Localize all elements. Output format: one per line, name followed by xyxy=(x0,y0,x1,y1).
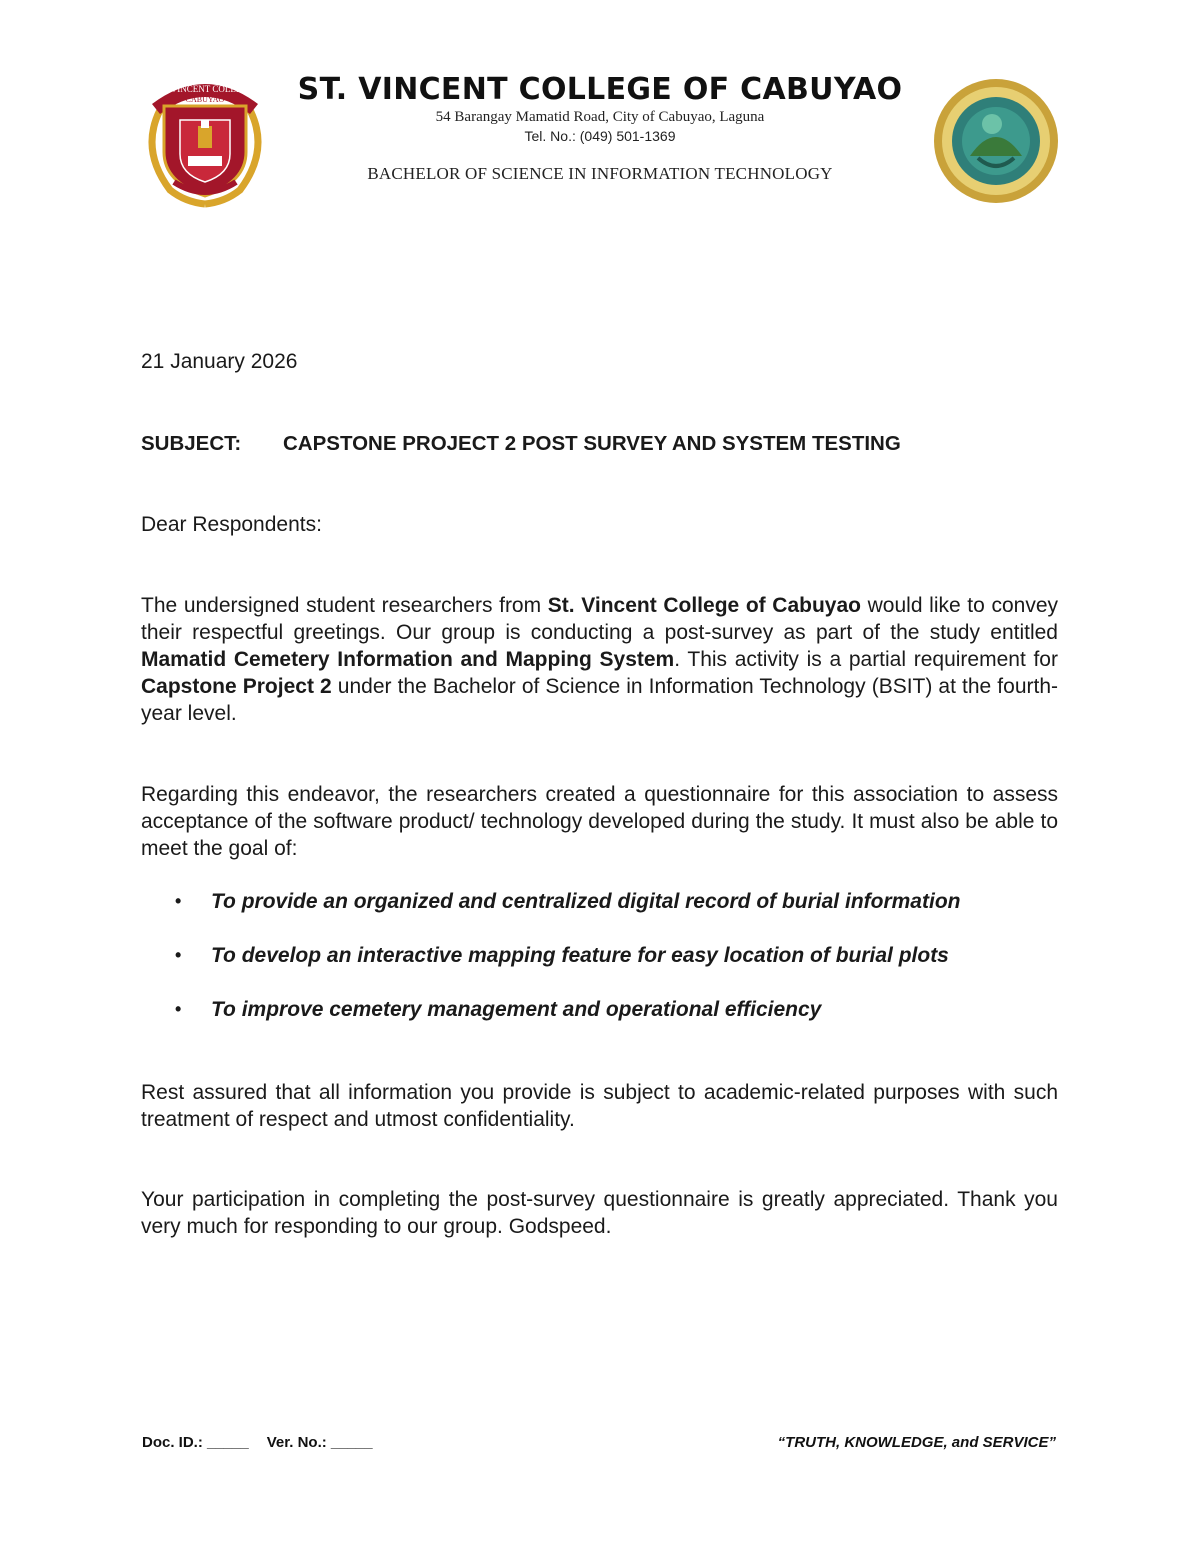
bullet-icon: • xyxy=(175,945,182,965)
college-name: ST. VINCENT COLLEGE OF CABUYAO xyxy=(297,72,903,107)
seal-top-text: ST. VINCENT COLLEGE xyxy=(156,84,254,94)
goal-item xyxy=(141,996,1071,1023)
goal-text: To develop an interactive mapping feature for easy location of burial plots xyxy=(211,944,949,967)
program-seal-logo xyxy=(930,78,1062,204)
college-motto: “TRUTH, KNOWLEDGE, and SERVICE” xyxy=(777,1434,1056,1451)
intro-paragraph xyxy=(141,592,1058,727)
p1-text-c: would like to convey their respectful greetings. Our group is conducting a post-survey as part of the study entitled xyxy=(141,594,1058,644)
salutation: Dear Respondents: xyxy=(141,513,322,536)
goal-item xyxy=(141,888,1071,915)
goal-text: To provide an organized and centralized digital record of burial information xyxy=(211,890,961,913)
p1-study-title: Mamatid Cemetery Information and Mapping System xyxy=(141,648,675,671)
version-number: Ver. No.: _____ xyxy=(266,1434,373,1451)
p1-text-g: under the Bachelor of Science in Information Technology (BSIT) at the fourth-year level. xyxy=(141,675,1058,725)
closing-paragraph: Your participation in completing the post-survey questionnaire is greatly appreciated. Thank you very much for responding to our group. Godspeed. xyxy=(141,1188,1058,1238)
college-seal-icon xyxy=(140,70,270,208)
goal-text: To improve cemetery management and operational efficiency xyxy=(211,998,822,1021)
bullet-icon: • xyxy=(175,891,182,911)
p1-text-a: The undersigned student researchers from xyxy=(141,594,548,617)
college-seal-logo xyxy=(140,70,270,208)
college-telephone: Tel. No.: (049) 501-1369 xyxy=(524,128,676,144)
doc-id: Doc. ID.: _____ xyxy=(142,1434,249,1451)
document-meta xyxy=(142,1434,373,1451)
confidentiality-paragraph: Rest assured that all information you provide is subject to academic-related purposes with such treatment of respect and utmost confidentiality. xyxy=(141,1081,1058,1131)
bullet-icon: • xyxy=(175,999,182,1019)
goals-list xyxy=(141,888,1071,1050)
letterhead xyxy=(280,72,920,184)
p1-text-e: . This activity is a partial requirement for xyxy=(674,648,1058,671)
p1-course-name: Capstone Project 2 xyxy=(141,675,332,698)
bsit-seal-icon xyxy=(930,78,1062,204)
program-name: BACHELOR OF SCIENCE IN INFORMATION TECHNOLOGY xyxy=(367,164,833,183)
subject-label: SUBJECT: xyxy=(141,432,242,455)
college-address: 54 Barangay Mamatid Road, City of Cabuyao, Laguna xyxy=(435,109,765,125)
letter-date: 21 January 2026 xyxy=(141,350,298,373)
p1-college-name: St. Vincent College of Cabuyao xyxy=(547,594,861,617)
goal-item xyxy=(141,942,1071,969)
subject-line xyxy=(141,430,1058,457)
seal-mid-text: CABUYAO xyxy=(185,95,225,104)
subject-text: CAPSTONE PROJECT 2 POST SURVEY AND SYSTEM TESTING xyxy=(283,432,901,455)
purpose-paragraph: Regarding this endeavor, the researchers created a questionnaire for this association to assess acceptance of the software product/ technology developed during the study. It must also be able to meet the goal of: xyxy=(141,783,1058,860)
